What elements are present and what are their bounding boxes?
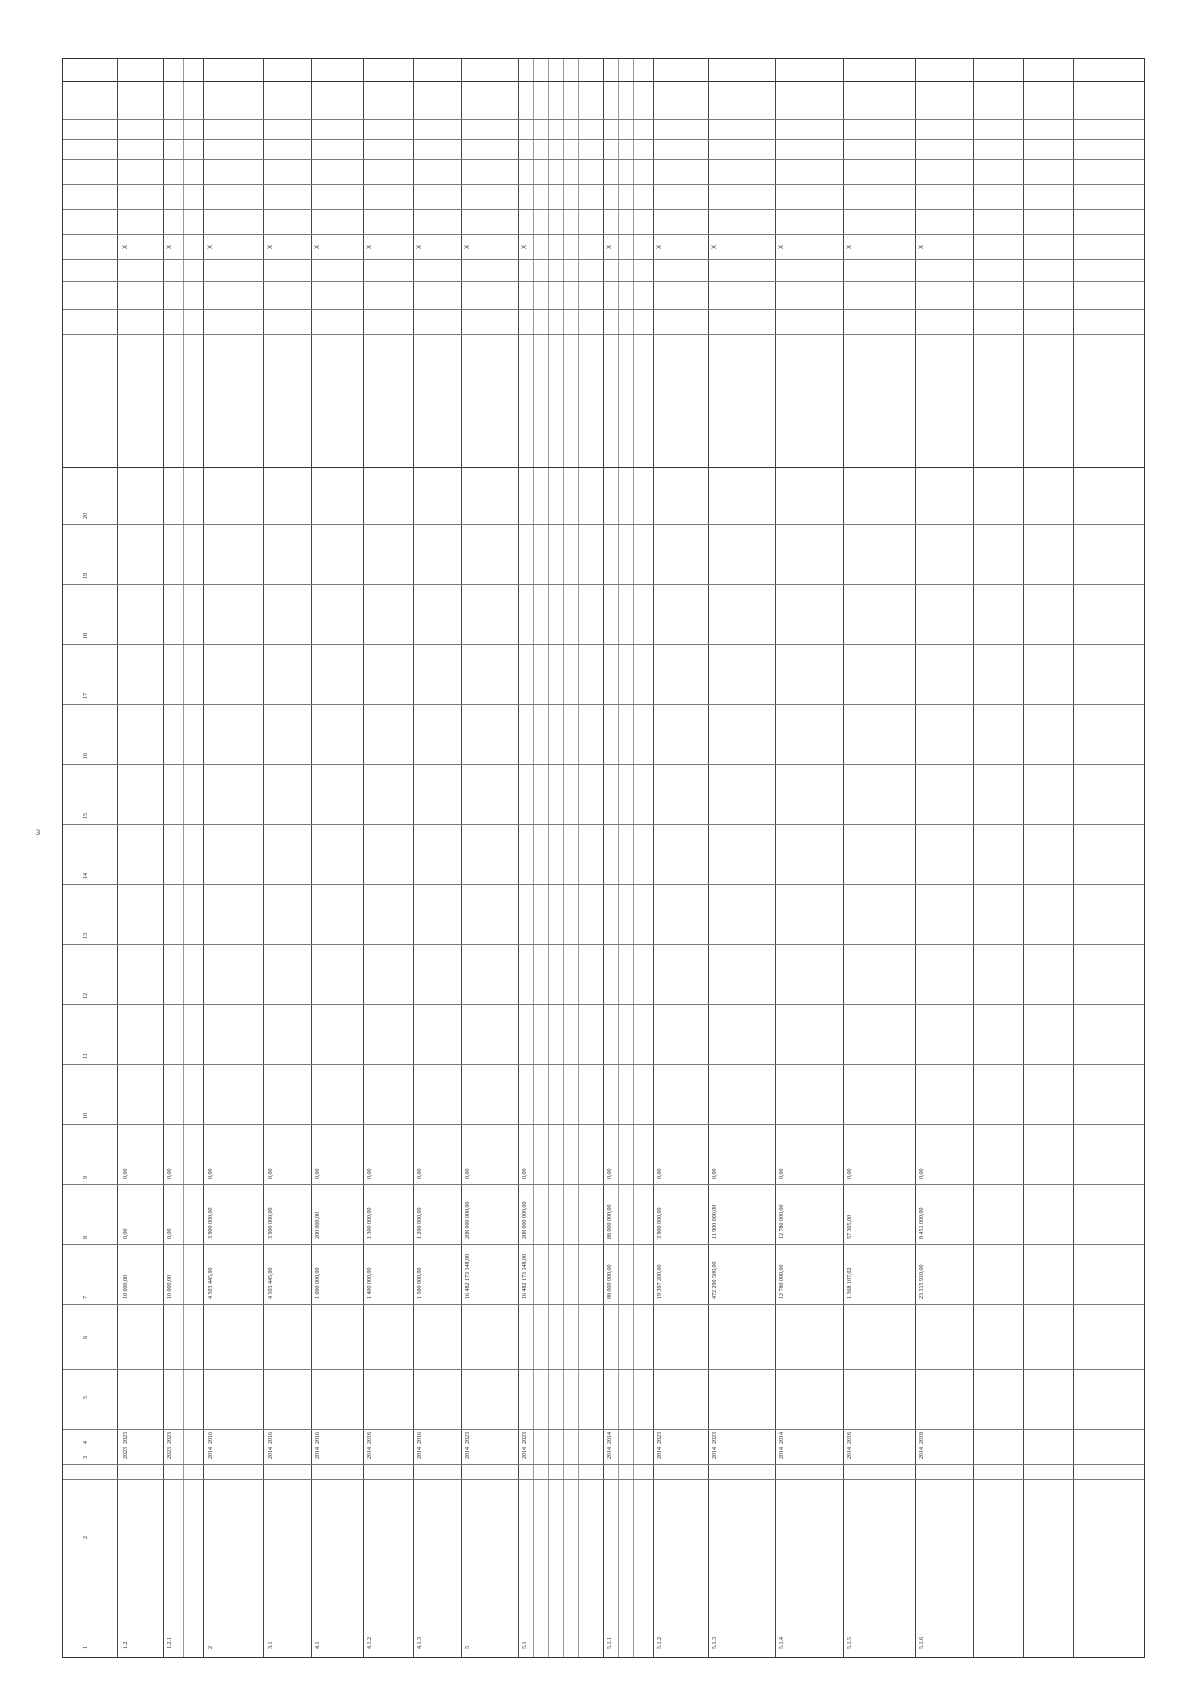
col-divider [63, 524, 1144, 525]
col-divider [63, 584, 1144, 585]
value-cell: 16 482 173 148,00 [522, 1254, 528, 1299]
value-cell: 0,00 [522, 1168, 528, 1179]
sub-divider [563, 59, 564, 1657]
row-divider [843, 59, 844, 1657]
x-mark: X [417, 244, 423, 249]
value-cell: 11 900 000,00 [712, 1204, 718, 1239]
col-number: 18 [83, 633, 89, 639]
value-cell: 3 900 000,00 [268, 1207, 274, 1239]
start-year: 2014 [417, 1447, 423, 1459]
x-mark: X [315, 244, 321, 249]
col-divider [63, 1304, 1144, 1305]
value-cell: 0,00 [123, 1228, 129, 1239]
x-mark: X [208, 244, 214, 249]
value-cell: 10 000,00 [167, 1275, 173, 1299]
sub-divider [533, 59, 534, 1657]
x-mark: X [123, 244, 129, 249]
col-number: 17 [83, 693, 89, 699]
row-code: 4.1.3 [417, 1637, 423, 1649]
value-cell: 1 200 000,00 [417, 1207, 423, 1239]
start-year: 2014 [712, 1447, 718, 1459]
value-cell: 1 000 000,00 [315, 1267, 321, 1299]
end-year: 2023 [657, 1432, 663, 1444]
end-year: 2016 [315, 1432, 321, 1444]
col-divider [63, 1429, 1144, 1430]
start-year: 2014 [779, 1447, 785, 1459]
end-year: 2018 [919, 1432, 925, 1444]
start-year: 2014 [919, 1447, 925, 1459]
value-cell: 88 000 000,00 [607, 1204, 613, 1239]
value-cell: 0,00 [712, 1168, 718, 1179]
row-code: 2 [208, 1646, 214, 1649]
value-cell: 0,00 [779, 1168, 785, 1179]
row-code: 1.2 [123, 1641, 129, 1649]
col-number: 9 [83, 1176, 89, 1179]
row-divider [311, 59, 312, 1657]
row-code: 5.1 [522, 1641, 528, 1649]
col-number: 3 [83, 1456, 89, 1459]
value-cell: 8 451 000,00 [919, 1207, 925, 1239]
start-year: 2023 [167, 1447, 173, 1459]
value-cell: 0,00 [607, 1168, 613, 1179]
value-cell: 23 315 910,00 [919, 1264, 925, 1299]
col-number: 8 [83, 1236, 89, 1239]
value-cell: 12 780 000,00 [779, 1264, 785, 1299]
row-divider [203, 59, 204, 1657]
value-cell: 57 305,00 [847, 1215, 853, 1239]
row-divider [708, 59, 709, 1657]
col-divider [63, 1464, 1144, 1465]
x-mark: X [607, 244, 613, 249]
col-divider [63, 944, 1144, 945]
row-code: 5.1.6 [919, 1637, 925, 1649]
rotated-table [62, 58, 1145, 1658]
value-cell: 1 300 000,00 [367, 1207, 373, 1239]
value-cell: 472 290 500,00 [712, 1261, 718, 1299]
col-divider [63, 1184, 1144, 1185]
row-divider [775, 59, 776, 1657]
value-cell: 3 900 000,00 [208, 1207, 214, 1239]
row-code: 5.1.5 [847, 1637, 853, 1649]
row-code: 5.1.1 [607, 1637, 613, 1649]
col-number: 5 [83, 1396, 89, 1399]
col-divider [63, 1369, 1144, 1370]
value-cell: 0,00 [657, 1168, 663, 1179]
sub-divider [618, 59, 619, 1657]
start-year: 2014 [315, 1447, 321, 1459]
sub-divider [183, 59, 184, 1657]
row-divider [1023, 59, 1024, 1657]
col-divider [63, 281, 1144, 282]
row-divider [518, 59, 519, 1657]
value-cell: 0,00 [367, 1168, 373, 1179]
col-number: 20 [83, 513, 89, 519]
col-number: 1 [83, 1646, 89, 1649]
value-cell: 19 397 200,00 [657, 1264, 663, 1299]
row-divider [413, 59, 414, 1657]
row-code: 4.1 [315, 1641, 321, 1649]
row-divider [163, 59, 164, 1657]
value-cell: 88 000 000,00 [607, 1264, 613, 1299]
col-divider [63, 1479, 1144, 1480]
end-year: 2016 [417, 1432, 423, 1444]
col-number: 19 [83, 573, 89, 579]
end-year: 2023 [465, 1432, 471, 1444]
value-cell: 0,00 [268, 1168, 274, 1179]
col-divider [63, 209, 1144, 210]
value-cell: 1 368 107,02 [847, 1267, 853, 1299]
row-divider [117, 59, 118, 1657]
col-divider [63, 259, 1144, 260]
row-divider [363, 59, 364, 1657]
value-cell: 0,00 [847, 1168, 853, 1179]
start-year: 2014 [367, 1447, 373, 1459]
col-divider [63, 884, 1144, 885]
row-divider [653, 59, 654, 1657]
col-number: 2 [83, 1536, 89, 1539]
x-mark: X [847, 244, 853, 249]
value-cell: 0,00 [417, 1168, 423, 1179]
value-cell: 3 900 000,00 [657, 1207, 663, 1239]
row-code: 5.1.3 [712, 1637, 718, 1649]
col-divider [63, 119, 1144, 120]
col-divider [63, 1244, 1144, 1245]
row-code: 1.2.1 [167, 1637, 173, 1649]
col-number: 15 [83, 813, 89, 819]
page-number: 3 [36, 828, 40, 837]
value-cell: 12 780 000,00 [779, 1204, 785, 1239]
row-divider [263, 59, 264, 1657]
col-divider [63, 159, 1144, 160]
start-year: 2014 [208, 1447, 214, 1459]
row-divider [915, 59, 916, 1657]
col-number: 4 [83, 1441, 89, 1444]
x-mark: X [167, 244, 173, 249]
x-mark: X [657, 244, 663, 249]
col-divider [63, 824, 1144, 825]
value-cell: 16 482 173 148,00 [465, 1254, 471, 1299]
value-cell: 0,00 [123, 1168, 129, 1179]
col-divider [63, 1064, 1144, 1065]
start-year: 2014 [268, 1447, 274, 1459]
x-mark: X [268, 244, 274, 249]
end-year: 2014 [779, 1432, 785, 1444]
value-cell: 4 503 445,00 [268, 1267, 274, 1299]
value-cell: 0,00 [167, 1228, 173, 1239]
row-code: 5.1.4 [779, 1637, 785, 1649]
end-year: 2016 [847, 1432, 853, 1444]
value-cell: 1 500 000,00 [417, 1267, 423, 1299]
x-mark: X [919, 244, 925, 249]
col-number: 6 [83, 1336, 89, 1339]
end-year: 2023 [712, 1432, 718, 1444]
end-year: 2023 [167, 1432, 173, 1444]
row-code: 5.1.2 [657, 1637, 663, 1649]
col-divider [63, 184, 1144, 185]
start-year: 2014 [657, 1447, 663, 1459]
value-cell: 0,00 [208, 1168, 214, 1179]
col-number: 14 [83, 873, 89, 879]
end-year: 2023 [522, 1432, 528, 1444]
start-year: 2014 [607, 1447, 613, 1459]
col-number: 16 [83, 753, 89, 759]
row-divider [973, 59, 974, 1657]
col-divider [63, 704, 1144, 705]
col-divider [63, 81, 1144, 82]
col-divider [63, 334, 1144, 335]
col-number: 12 [83, 993, 89, 999]
x-mark: X [367, 244, 373, 249]
value-cell: 208 000 000,00 [522, 1201, 528, 1239]
row-code: 5 [465, 1646, 471, 1649]
row-code: 4.1.2 [367, 1637, 373, 1649]
end-year: 2016 [367, 1432, 373, 1444]
start-year: 2023 [123, 1447, 129, 1459]
col-number: 11 [83, 1053, 89, 1059]
value-cell: 0,00 [465, 1168, 471, 1179]
col-divider [63, 234, 1144, 235]
value-cell: 0,00 [315, 1168, 321, 1179]
col-divider [63, 467, 1144, 468]
sub-divider [578, 59, 579, 1657]
col-divider [63, 1004, 1144, 1005]
col-number: 10 [83, 1113, 89, 1119]
value-cell: 0,00 [167, 1168, 173, 1179]
col-number: 13 [83, 933, 89, 939]
end-year: 2016 [268, 1432, 274, 1444]
end-year: 2014 [607, 1432, 613, 1444]
col-divider [63, 764, 1144, 765]
value-cell: 200 000,00 [315, 1212, 321, 1239]
value-cell: 10 000,00 [123, 1275, 129, 1299]
col-divider [63, 644, 1144, 645]
sub-divider [633, 59, 634, 1657]
col-divider [63, 139, 1144, 140]
value-cell: 0,00 [919, 1168, 925, 1179]
row-divider [603, 59, 604, 1657]
end-year: 2023 [123, 1432, 129, 1444]
value-cell: 1 400 000,00 [367, 1267, 373, 1299]
start-year: 2014 [465, 1447, 471, 1459]
value-cell: 4 503 445,00 [208, 1267, 214, 1299]
sub-divider [548, 59, 549, 1657]
x-mark: X [522, 244, 528, 249]
row-divider [461, 59, 462, 1657]
col-divider [63, 1124, 1144, 1125]
start-year: 2014 [522, 1447, 528, 1459]
col-divider [63, 309, 1144, 310]
value-cell: 208 000 000,00 [465, 1201, 471, 1239]
x-mark: X [465, 244, 471, 249]
row-divider [1073, 59, 1074, 1657]
x-mark: X [712, 244, 718, 249]
col-number: 7 [83, 1296, 89, 1299]
end-year: 2016 [208, 1432, 214, 1444]
x-mark: X [779, 244, 785, 249]
row-code: 3.1 [268, 1641, 274, 1649]
start-year: 2014 [847, 1447, 853, 1459]
